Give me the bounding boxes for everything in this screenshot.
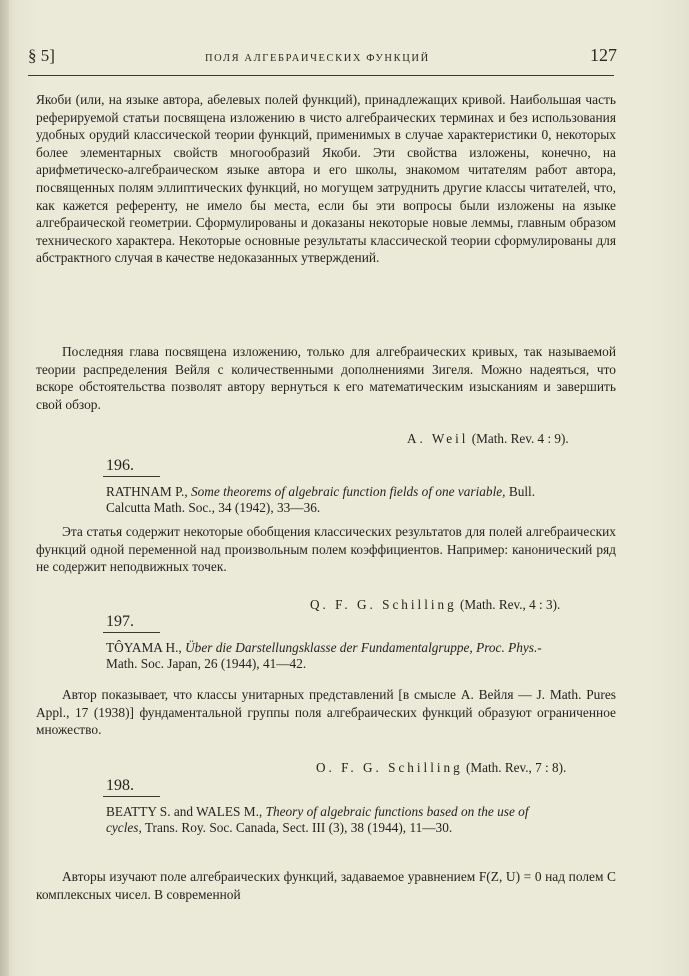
entry-source: Bull. Calcutta Math. Soc., 34 (1942), 33—36.: [106, 484, 536, 516]
second-paragraph-text: Последняя глава посвящена изложению, только для алгебраических кривых, так называемой теории распределения Вейля с количественными дополнениями Зигеля. Можно надеяться, что вскоре обстоятельства позволят автору вернуться к его математическим изысканиям и завершить свой обзор.: [36, 344, 616, 412]
entry-number-underline: [103, 796, 160, 797]
entry-source: Trans. Roy. Soc. Canada, Sect. III (3), 38 (1944), 11—30.: [144, 820, 453, 836]
second-paragraph: [36, 343, 616, 413]
review-source: (Math. Rev., 4 : 3).: [460, 597, 561, 612]
entry-abstract-text: Автор показывает, что классы унитарных представлений [в смысле А. Вейля — J. Math. Pures Appl., 17 (1938)] фундаментальной группы поля алгебраических функций образуют ограниченное множество.: [36, 687, 616, 738]
entry-number-underline: [103, 476, 160, 477]
entry-abstract-text: Эта статья содержит некоторые обобщения классических результатов для полей алгебраических функций одной переменной над произвольным полем коэффициентов. Например: канонический ряд не содержит неподвижных точек.: [36, 524, 616, 575]
entry-author: TÔYAMA H.,: [106, 640, 182, 655]
entry-title: Some theorems of algebraic function fields of one variable,: [190, 484, 506, 499]
entry-198-reference: [106, 804, 554, 837]
entry-author: BEATTY S. and WALES M.,: [106, 804, 263, 819]
entry-source-journal: Proc. Phys.-: [476, 640, 542, 655]
entry-abstract-text: Авторы изучают поле алгебраических функций, задаваемое уравнением F(Z, U) = 0 над полем C комплексных чисел. В современной: [36, 869, 616, 902]
page-number: 127: [590, 45, 617, 65]
running-title: ПОЛЯ АЛГЕБРАИЧЕСКИХ ФУНКЦИЙ: [205, 53, 430, 64]
entry-number-198: 198.: [106, 777, 134, 794]
entry-author: RATHNAM P.,: [106, 484, 188, 499]
review-source: (Math. Rev. 4 : 9).: [471, 431, 569, 446]
book-gutter: [0, 0, 9, 976]
entry-196-abstract: [36, 523, 616, 576]
reviewer-name: Q. F. G. Schilling: [310, 597, 457, 612]
reviewer-name: A. Weil: [407, 431, 469, 446]
header-rule: [28, 75, 614, 76]
signature-schilling-2: [316, 760, 566, 776]
entry-number-196: 196.: [106, 457, 134, 474]
entry-198-abstract: [36, 868, 616, 903]
entry-source: Math. Soc. Japan, 26 (1944), 41—42.: [106, 656, 307, 672]
entry-196-reference: [106, 484, 556, 517]
entry-197-reference: [106, 640, 566, 673]
entry-number-underline: [103, 632, 160, 633]
review-source: (Math. Rev., 7 : 8).: [466, 760, 567, 775]
entry-number-197: 197.: [106, 613, 134, 630]
intro-paragraph: Якоби (или, на языке автора, абелевых полей функций), принадлежащих кривой. Наибольшая часть реферируемой статьи посвящена изложению в чисто алгебраических терминах и без использования удобных орудий классической теории функций, применимых в случае характеристики 0, некоторых более элементарных свойств многообразий Якоби. Эти свойства изложены, конечно, на арифметическо-алгебраическом языке автора и его школы, знакомом читателям работ автора, посвященных полям эллиптических функций, но могущем затруднить другие классы читателей, что, как кажется референту, не имело бы места, если бы эти вопросы были изложены на языке алгебраической геометрии. Сформулированы и доказаны некоторые новые леммы, главным образом технического характера. Некоторые основные результаты классической теории сформулированы для абстрактного случая в качестве недоказанных утверждений.: [36, 92, 616, 266]
section-number: § 5]: [28, 46, 55, 65]
reviewer-name: O. F. G. Schilling: [316, 760, 463, 775]
entry-title: Über die Darstellungsklasse der Fundamentalgruppe,: [185, 640, 473, 655]
entry-title: Theory of algebraic functions based on the use of cycles,: [106, 804, 529, 836]
signature-schilling-1: [310, 597, 560, 613]
signature-weil: [407, 431, 569, 447]
entry-197-abstract: [36, 686, 616, 739]
